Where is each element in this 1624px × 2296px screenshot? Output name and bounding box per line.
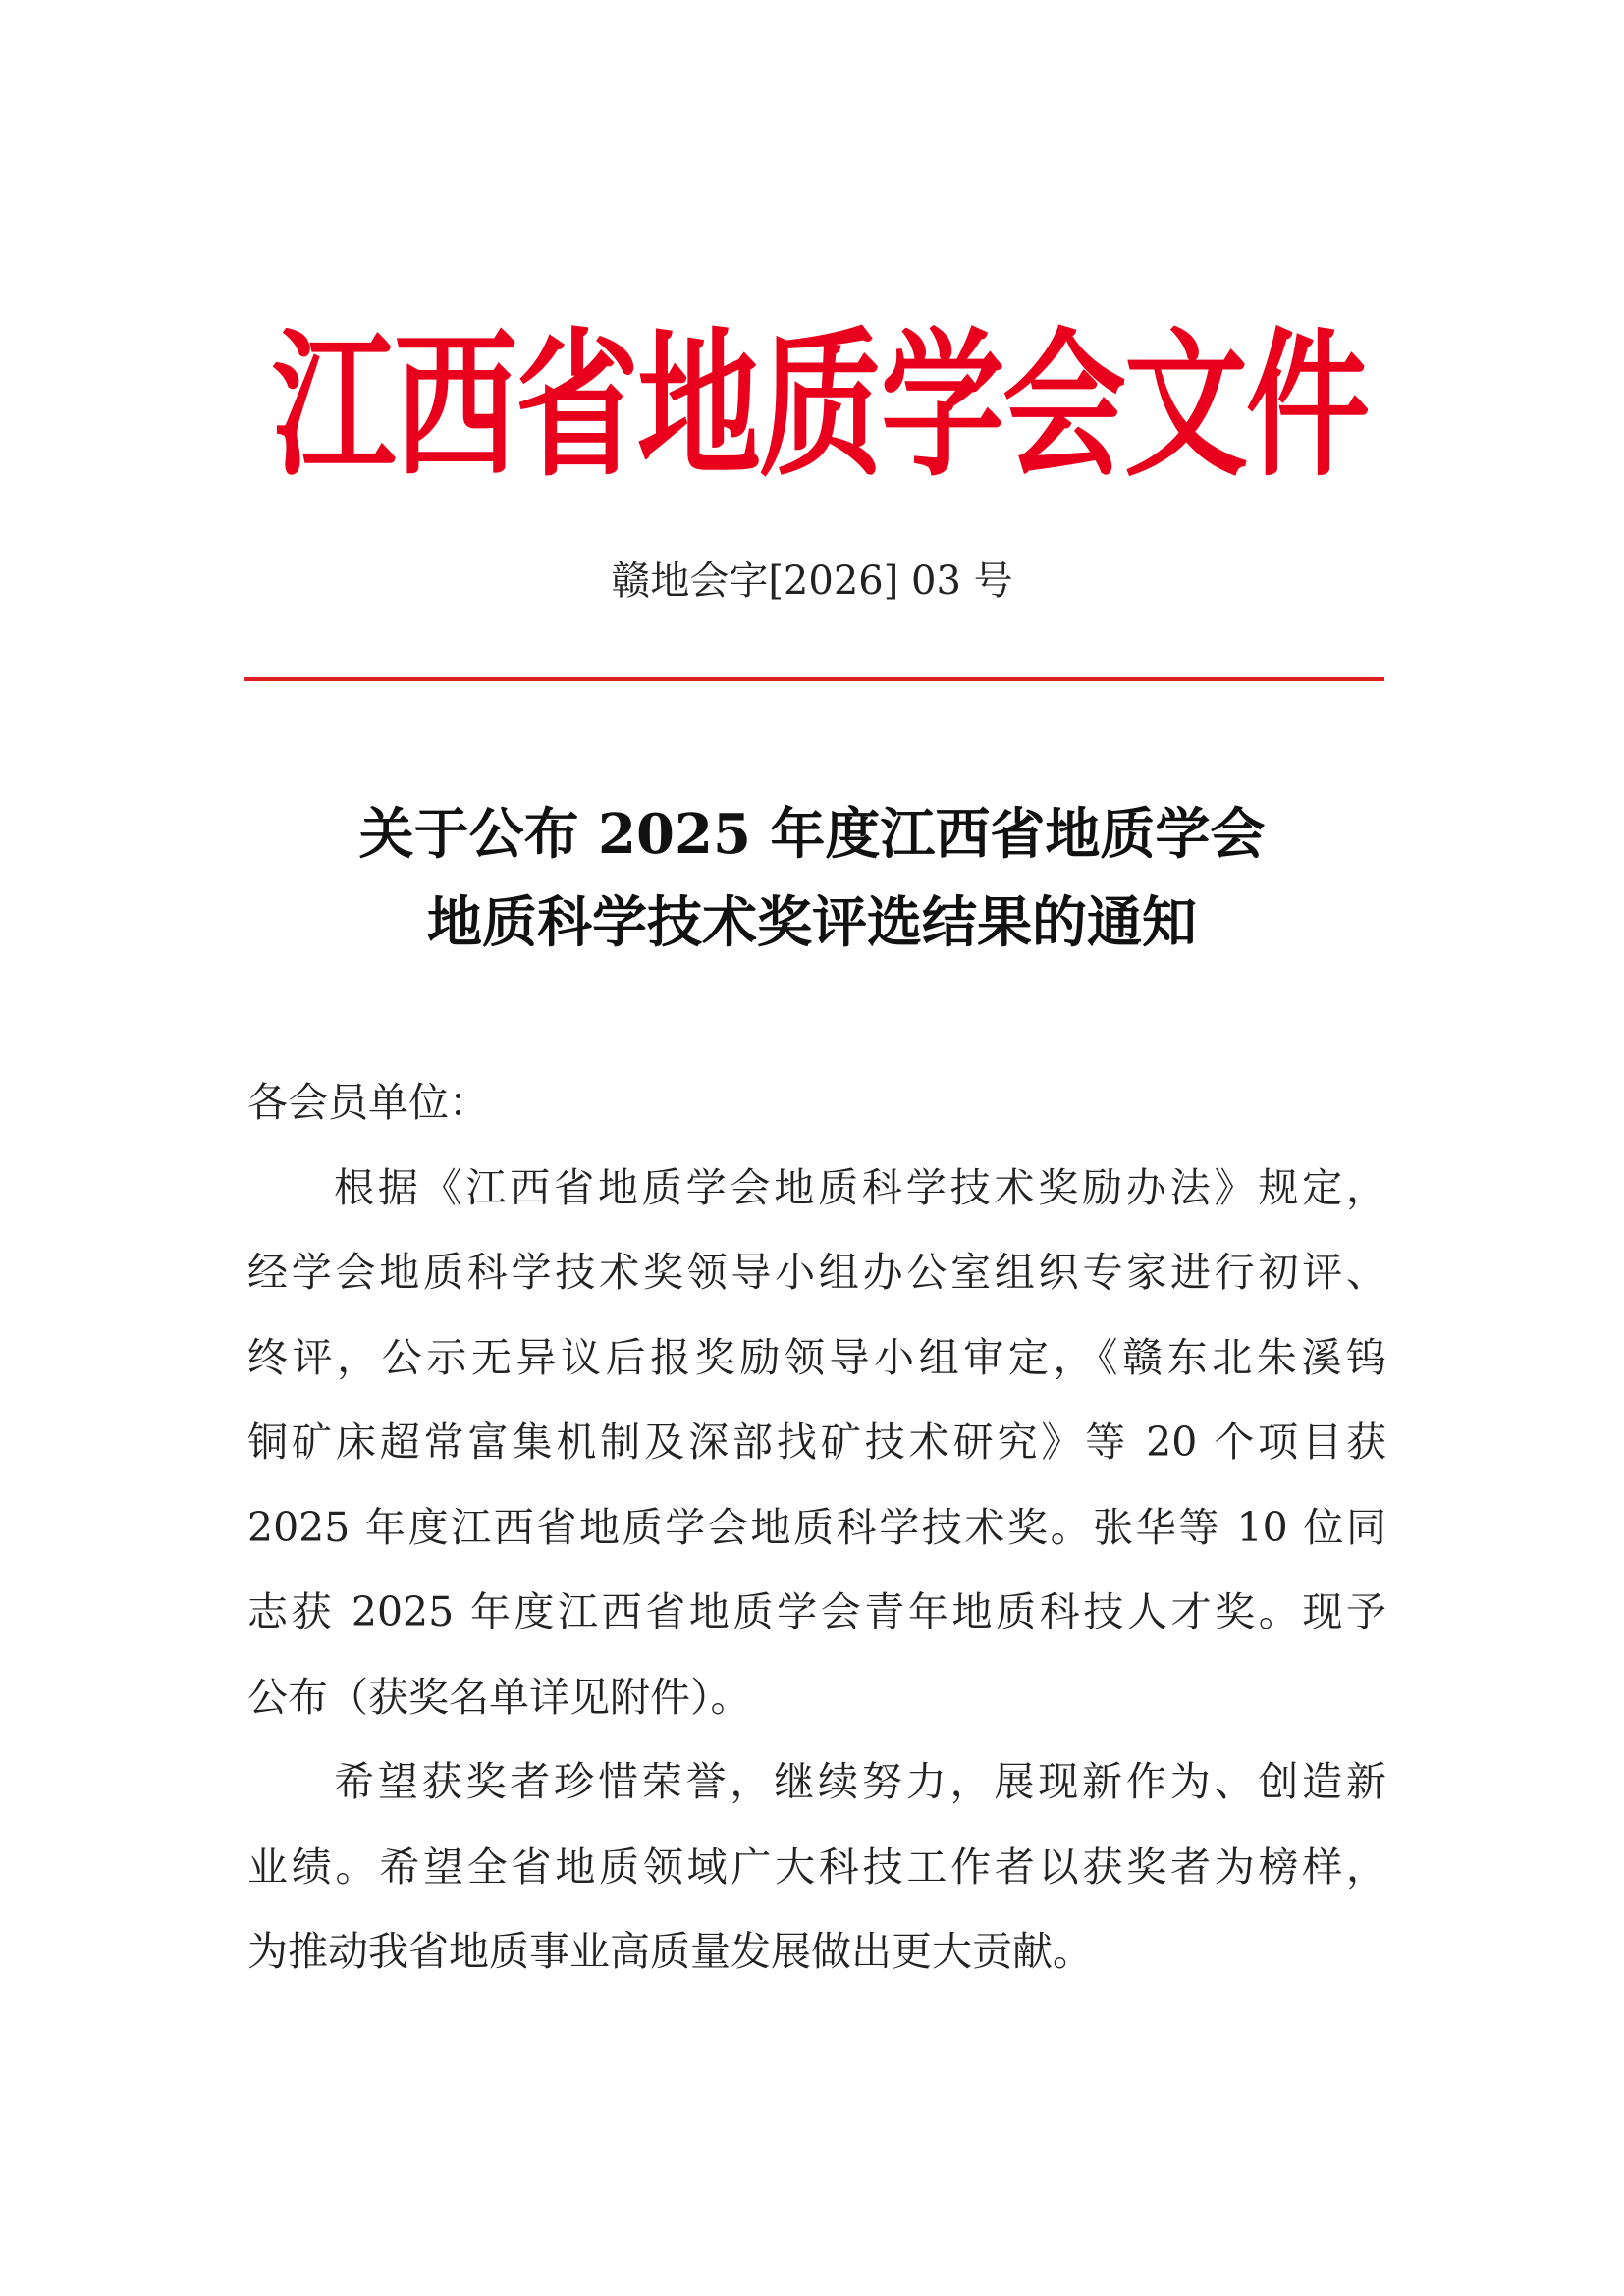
paragraph-2-line-2: 业绩。希望全省地质领域广大科技工作者以获奖者为榜样， xyxy=(247,1842,1386,1891)
paragraph-1-line-1: 根据《江西省地质学会地质科学技术奖励办法》规定， xyxy=(334,1163,1386,1211)
salutation: 各会员单位： xyxy=(247,1079,489,1126)
paragraph-2-line-3: 为推动我省地质事业高质量发展做出更大贡献。 xyxy=(247,1928,1093,1975)
paragraph-1-line-7: 公布（获奖名单详见附件）。 xyxy=(247,1673,751,1721)
paragraph-2-line-1: 希望获奖者珍惜荣誉，继续努力，展现新作为、创造新 xyxy=(334,1758,1386,1805)
notice-title-line-2: 地质科学技术奖评选结果的通知 xyxy=(427,890,1197,955)
paragraph-1-line-4: 铜矿床超常富集机制及深部找矿技术研究》等 20 个项目获 xyxy=(247,1418,1386,1466)
notice-title xyxy=(0,790,1624,967)
paragraph-1-line-5: 2025 年度江西省地质学会地质科学技术奖。张华等 10 位同 xyxy=(247,1503,1386,1551)
notice-body xyxy=(247,1060,1386,1995)
red-divider-rule xyxy=(244,677,1384,681)
paragraph-1-line-3: 终评，公示无异议后报奖励领导小组审定，《赣东北朱溪钨 xyxy=(247,1333,1386,1381)
paragraph-1-line-6: 志获 2025 年度江西省地质学会青年地质科技人才奖。现予 xyxy=(247,1588,1386,1635)
masthead-title: 江西省地质学会文件 xyxy=(272,312,1368,498)
notice-title-line-1: 关于公布 2025 年度江西省地质学会 xyxy=(358,802,1266,867)
paragraph-1-line-2: 经学会地质科学技术奖领导小组办公室组织专家进行初评、 xyxy=(247,1249,1386,1296)
document-number: 赣地会字[2026] 03 号 xyxy=(611,559,1013,604)
